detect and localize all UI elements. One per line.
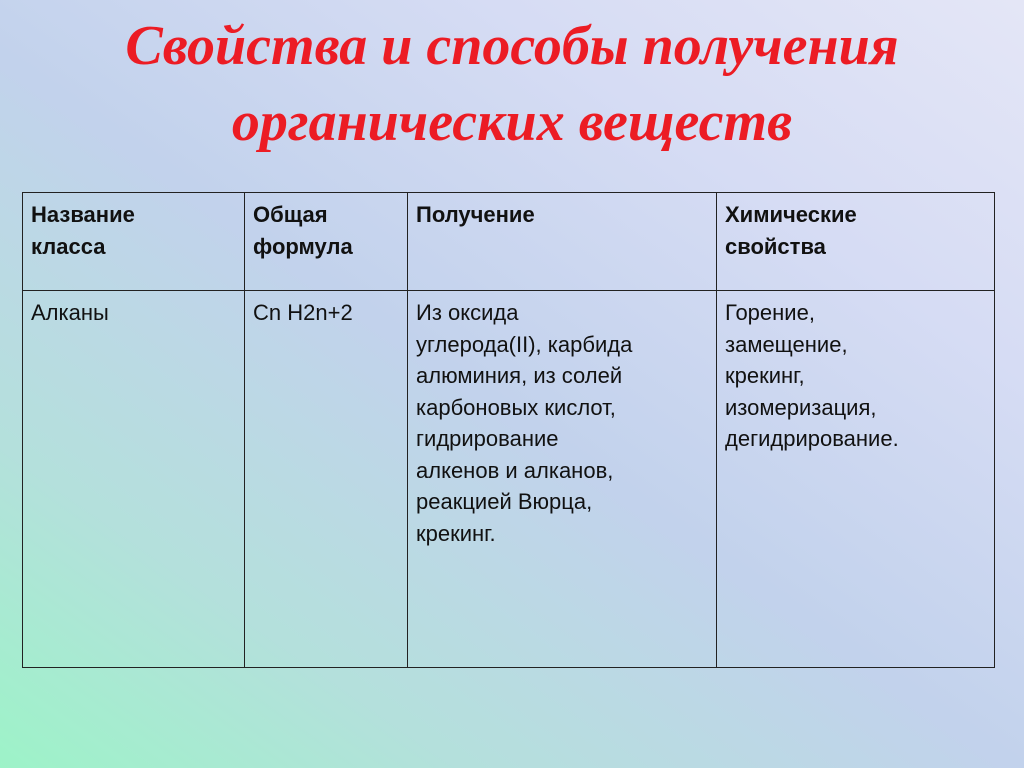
cell-general-formula-text: Cn H2n+2 [253,300,353,325]
header-cell-preparation [408,193,717,291]
properties-table [22,192,995,668]
slide-title-line-1: Свойства и способы получения [125,15,899,77]
cell-chemical-properties-text: Горение, замещение, крекинг, изомеризация, дегидрирование. [725,300,899,451]
header-preparation-text: Получение [416,202,535,227]
cell-class-name-text: Алканы [31,300,109,325]
table-header-row [23,193,995,291]
cell-chemical-properties [717,291,995,668]
header-class-name-text: Название класса [31,202,135,259]
table-row [23,291,995,668]
slide-title-line-2: органических веществ [231,91,793,153]
cell-preparation-text: Из оксида углерода(II), карбида алюминия, из солей карбоновых кислот, гидрирование алкенов и алканов, реакцией Вюрца, крекинг. [416,300,633,546]
header-chemical-properties-text: Химические свойства [725,202,857,259]
slide-title [0,8,1024,160]
header-cell-general-formula [245,193,408,291]
cell-class-name [23,291,245,668]
cell-general-formula [245,291,408,668]
header-cell-class-name [23,193,245,291]
header-general-formula-text: Общая формула [253,202,353,259]
cell-preparation [408,291,717,668]
header-cell-chemical-properties [717,193,995,291]
